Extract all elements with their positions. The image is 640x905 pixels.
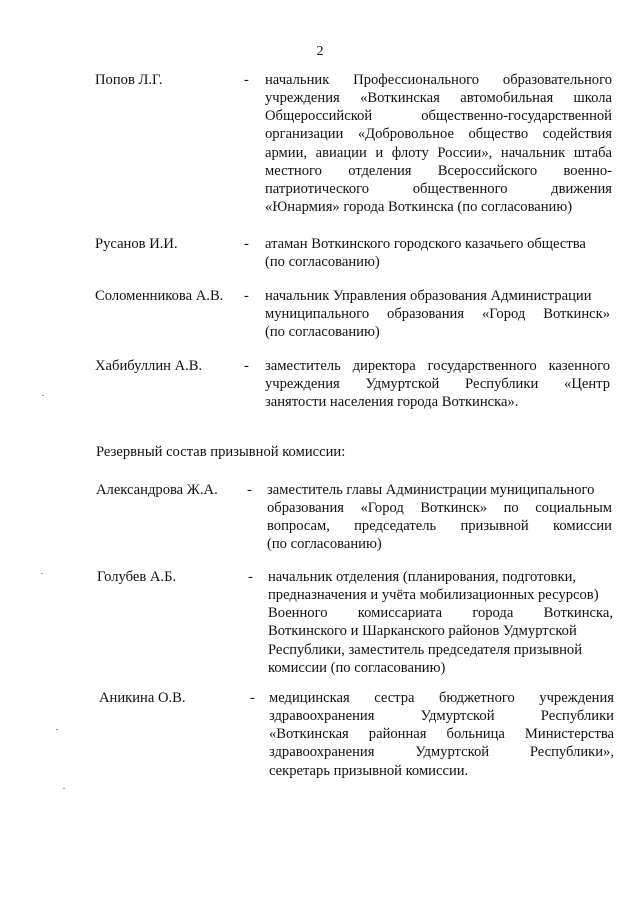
reserve-heading: Резервный состав призывной комиссии: bbox=[96, 444, 346, 460]
member-dash: - bbox=[248, 569, 253, 585]
role-line: армии, авиации и флоту России», начальник штаба bbox=[265, 144, 612, 161]
role-line: «Воткинская районная больница Министерства bbox=[269, 726, 614, 743]
member-dash: - bbox=[244, 72, 249, 88]
role-line: учреждения Удмуртской Республики «Центр bbox=[265, 376, 610, 393]
member-role bbox=[265, 71, 612, 216]
role-line: атаман Воткинского городского казачьего общества bbox=[265, 236, 586, 252]
role-line: Военного комиссариата города Воткинска, bbox=[268, 605, 613, 622]
member-name: Попов Л.Г. bbox=[95, 72, 163, 88]
scan-speck bbox=[56, 729, 58, 730]
member-name: Русанов И.И. bbox=[95, 236, 178, 252]
role-line: Воткинского и Шарканского районов Удмуртской bbox=[268, 623, 577, 640]
role-line: патриотического общественного движения bbox=[265, 180, 612, 197]
role-line: начальник Управления образования Администрации bbox=[265, 288, 592, 304]
role-line: медицинская сестра бюджетного учреждения bbox=[269, 690, 614, 706]
role-line: здравоохранения Удмуртской Республики bbox=[269, 708, 614, 725]
member-role bbox=[265, 287, 610, 341]
role-line: Общероссийской общественно-государственной bbox=[265, 108, 612, 125]
member-role bbox=[265, 235, 612, 271]
role-line: комиссии (по согласованию) bbox=[268, 659, 446, 676]
role-line: вопросам, председатель призывной комиссии bbox=[267, 518, 612, 535]
scan-speck bbox=[41, 573, 43, 574]
role-line: (по согласованию) bbox=[265, 254, 380, 271]
member-dash: - bbox=[244, 358, 249, 374]
role-line: муниципального образования «Город Воткинск» bbox=[265, 306, 610, 323]
role-line: организации «Добровольное общество содействия bbox=[265, 126, 612, 143]
member-role bbox=[269, 689, 614, 780]
member-dash: - bbox=[247, 482, 252, 498]
role-line: образования «Город Воткинск» по социальным bbox=[267, 500, 612, 517]
scan-speck bbox=[42, 395, 44, 396]
member-role bbox=[268, 568, 613, 677]
role-line: (по согласованию) bbox=[265, 324, 380, 341]
role-line: (по согласованию) bbox=[267, 536, 382, 553]
page-number: 2 bbox=[316, 44, 324, 59]
role-line: Республики, заместитель председателя призывной bbox=[268, 641, 583, 658]
member-name: Голубев А.Б. bbox=[97, 569, 177, 585]
member-name: Аникина О.В. bbox=[99, 690, 186, 706]
role-line: местного отделения Всероссийского военно- bbox=[265, 162, 612, 179]
member-role bbox=[267, 481, 612, 554]
role-line: «Юнармия» города Воткинска (по согласованию) bbox=[265, 198, 573, 215]
member-dash: - bbox=[244, 236, 249, 252]
role-line: начальник отделения (планирования, подготовки, bbox=[268, 569, 577, 585]
member-name: Хабибуллин А.В. bbox=[95, 358, 203, 374]
role-line: предназначения и учёта мобилизационных ресурсов) bbox=[268, 587, 599, 604]
member-name: Александрова Ж.А. bbox=[96, 482, 218, 498]
member-role bbox=[265, 357, 610, 411]
role-line: заместитель главы Администрации муниципального bbox=[267, 482, 595, 498]
role-line: учреждения «Воткинская автомобильная школа bbox=[265, 90, 612, 107]
role-line: занятости населения города Воткинска». bbox=[265, 394, 519, 411]
scan-speck bbox=[63, 788, 65, 789]
member-dash: - bbox=[244, 288, 249, 304]
member-name: Соломенникова А.В. bbox=[95, 288, 224, 304]
member-dash: - bbox=[250, 690, 255, 706]
role-line: здравоохранения Удмуртской Республики», bbox=[269, 744, 614, 761]
role-line: секретарь призывной комиссии. bbox=[269, 762, 469, 779]
role-line: начальник Профессионального образовательного bbox=[265, 72, 612, 88]
role-line: заместитель директора государственного казенного bbox=[265, 358, 610, 374]
